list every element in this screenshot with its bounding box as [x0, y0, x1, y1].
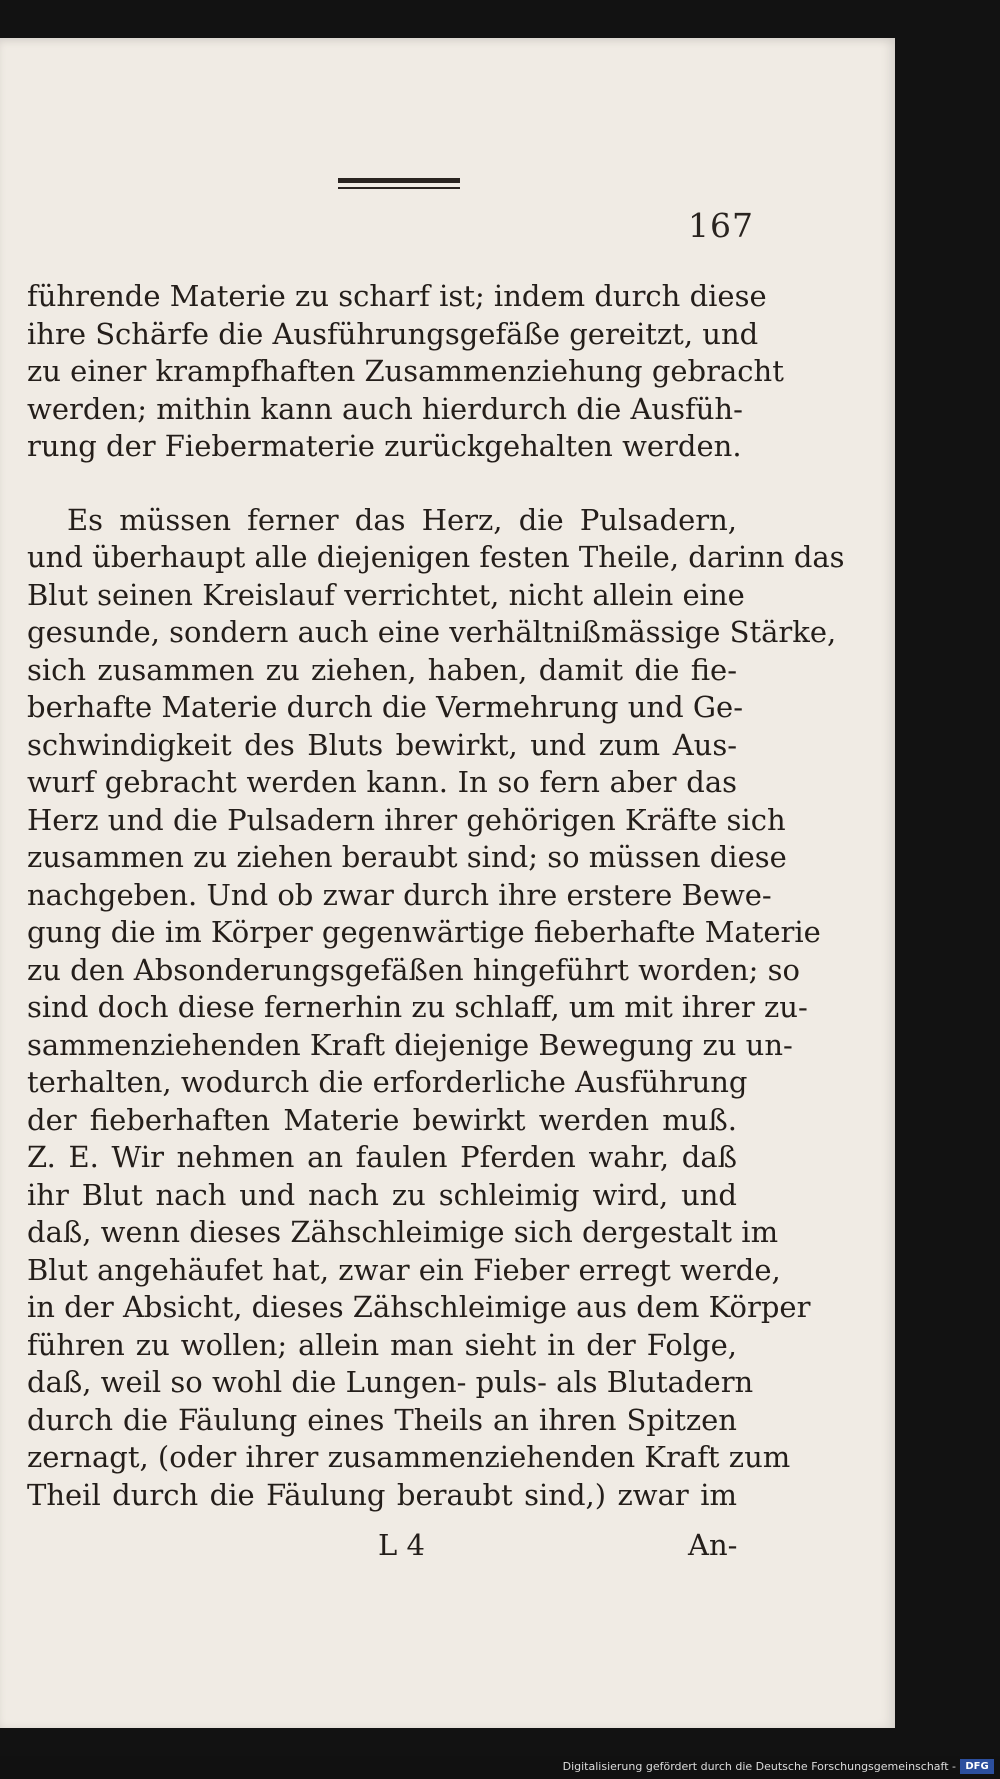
text-line: sich zusammen zu ziehen, haben, damit die fie- [27, 652, 737, 687]
body-text [27, 278, 845, 1514]
text-line: zernagt, (oder ihrer zusammenziehenden Kraft zum [27, 1440, 791, 1474]
text-line: zu einer krampfhaften Zusammenziehung gebracht [27, 354, 784, 388]
text-line: gesunde, sondern auch eine verhältnißmässige Stärke, [27, 615, 837, 649]
text-line: wurf gebracht werden kann. In so fern aber das [27, 765, 737, 799]
dfg-logo-icon: DFG [960, 1759, 994, 1774]
text-line: Theil durch die Fäulung beraubt sind,) zwar im [27, 1477, 737, 1512]
text-line: ihre Schärfe die Ausführungsgefäße gereitzt, und [27, 316, 759, 351]
text-line: gung die im Körper gegenwärtige fieberhafte Materie [27, 915, 821, 949]
text-line: Z. E. Wir nehmen an faulen Pferden wahr, daß [27, 1140, 737, 1174]
dfg-funding-text: Digitalisierung gefördert durch die Deutsche Forschungsgemeinschaft - [562, 1760, 956, 1773]
text-line: sind doch diese fernerhin zu schlaff, um mit ihrer zu- [27, 990, 808, 1024]
text-line: durch die Fäulung eines Theils an ihren Spitzen [27, 1402, 737, 1437]
signature-mark: L 4 [378, 1528, 425, 1562]
text-line: schwindigkeit des Bluts bewirkt, und zum Aus- [27, 727, 737, 762]
text-line: terhalten, wodurch die erforderliche Ausführung [27, 1065, 748, 1099]
text-line: werden; mithin kann auch hierdurch die Ausfüh- [27, 391, 743, 426]
dfg-banner [0, 1756, 1000, 1779]
paragraph-gap [27, 466, 737, 502]
page-number: 167 [688, 206, 754, 245]
text-line: Blut angehäufet hat, zwar ein Fieber erregt werde, [27, 1252, 781, 1287]
header-rule-thick [338, 178, 460, 183]
text-line: daß, wenn dieses Zähschleimige sich dergestalt im [27, 1215, 779, 1249]
text-line: zusammen zu ziehen beraubt sind; so müssen diese [27, 840, 787, 874]
text-line: rung der Fiebermaterie zurückgehalten werden. [27, 429, 742, 463]
text-line: zu den Absonderungsgefäßen hingeführt worden; so [27, 952, 800, 987]
text-line: nachgeben. Und ob zwar durch ihre erstere Bewe- [27, 877, 772, 912]
text-line: berhafte Materie durch die Vermehrung und Ge- [27, 690, 744, 724]
text-line: sammenziehenden Kraft diejenige Bewegung zu un- [27, 1027, 793, 1062]
text-line: führen zu wollen; allein man sieht in der Folge, [27, 1327, 737, 1362]
header-rule [338, 178, 460, 192]
book-page [0, 38, 895, 1728]
text-line: führende Materie zu scharf ist; indem durch diese [27, 279, 767, 313]
text-line: Es müssen ferner das Herz, die Pulsadern, [67, 502, 737, 537]
text-line: der fieberhaften Materie bewirkt werden muß. [27, 1102, 737, 1137]
text-line: und überhaupt alle diejenigen festen Theile, darinn das [27, 540, 845, 574]
text-line: in der Absicht, dieses Zähschleimige aus dem Körper [27, 1290, 811, 1324]
header-rule-thin [338, 187, 460, 189]
text-line: daß, weil so wohl die Lungen- puls- als Blutadern [27, 1365, 754, 1399]
text-line: Herz und die Pulsadern ihrer gehörigen Kräfte sich [27, 802, 786, 837]
text-line: ihr Blut nach und nach zu schleimig wird, und [27, 1177, 737, 1212]
text-line: Blut seinen Kreislauf verrichtet, nicht allein eine [27, 577, 745, 612]
catchword: An- [688, 1528, 738, 1562]
